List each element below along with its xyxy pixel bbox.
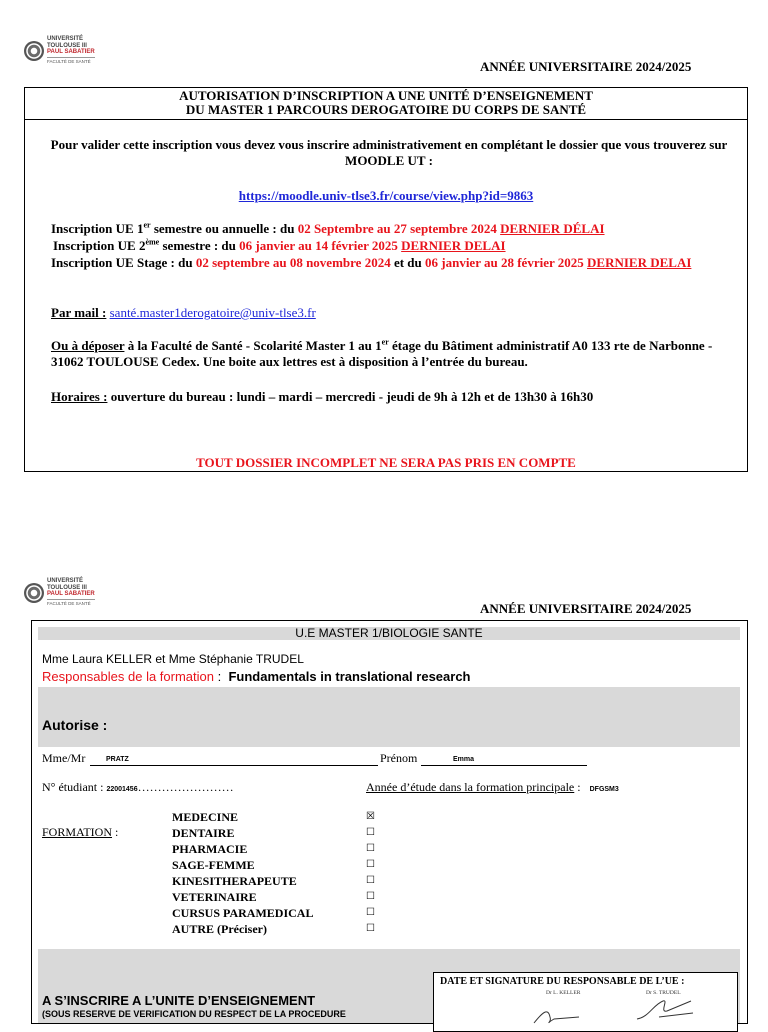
formation-item: AUTRE (Préciser) (172, 922, 267, 936)
prenom-label: Prénom (380, 751, 418, 765)
instructions-title (25, 88, 747, 120)
academic-year: ANNÉE UNIVERSITAIRE 2024/2025 (480, 601, 692, 616)
ue1-line: Inscription UE 1er semestre ou annuelle : du 02 Septembre au 27 septembre 2024 DERNIER DÉLAI (51, 220, 605, 236)
logo-line: PAUL SABATIER (47, 591, 95, 597)
signature-keller-icon (524, 999, 584, 1025)
instructions-box (24, 87, 748, 472)
title-line: DU MASTER 1 PARCOURS DEROGATOIRE DU CORPS DE SANTÉ (185, 102, 587, 117)
formation-label: FORMATION : (42, 825, 119, 839)
etudiant-label: N° étudiant : (42, 780, 104, 794)
signer-name: Dr L. KELLER (546, 990, 581, 996)
mail-link[interactable]: santé.master1derogatoire@univ-tlse3.fr (109, 305, 316, 320)
formation-checkbox[interactable]: ☐ (366, 891, 375, 902)
university-logo (24, 36, 95, 65)
logo-emblem-icon (24, 41, 44, 61)
signer-name: Dr S. TRUDEL (646, 990, 681, 996)
formation-checkbox[interactable]: ☐ (366, 827, 375, 838)
formation-item: CURSUS PARAMEDICAL (172, 906, 314, 920)
logo-emblem-icon (24, 583, 44, 603)
prenom-value: Emma (453, 756, 475, 763)
responsables-line: Responsables de la formation : Fundamentals in translational research (42, 669, 471, 684)
signature-trudel-icon (629, 995, 699, 1025)
incomplete-warning: TOUT DOSSIER INCOMPLET NE SERA PAS PRIS EN COMPTE (196, 455, 576, 470)
formation-checkbox[interactable]: ☐ (366, 923, 375, 934)
nom-field[interactable] (90, 754, 378, 766)
formation-checkbox[interactable]: ☐ (366, 859, 375, 870)
nom-label: Mme/Mr (42, 751, 86, 765)
logo-line: FACULTÉ DE SANTÉ (47, 57, 95, 66)
formation-checkbox[interactable]: ☐ (366, 843, 375, 854)
autorise-label: Autorise : (42, 717, 108, 733)
stage-line: Inscription UE Stage : du 02 septembre au 08 novembre 2024 et du 06 janvier au 28 février 2025 DERNIER DELAI (51, 255, 692, 270)
sous-reserve-note: (SOUS RESERVE DE VERIFICATION DU RESPECT DE LA PROCEDURE (42, 1009, 346, 1019)
logo-line: TOULOUSE III (47, 584, 87, 591)
authorization-form (31, 620, 748, 1024)
formation-checkboxes (366, 809, 375, 937)
moodle-link[interactable]: https://moodle.univ-tlse3.fr/course/view.php?id=9863 (238, 188, 534, 203)
etudiant-row: N° étudiant : 22001456…………………… (42, 780, 234, 794)
university-logo (24, 578, 95, 607)
prenom-field[interactable] (421, 754, 587, 766)
title-line: AUTORISATION D’INSCRIPTION A UNE UNITÉ D’ENSEIGNEMENT (179, 88, 593, 103)
formation-checkbox[interactable]: ☐ (366, 907, 375, 918)
signature-title: DATE ET SIGNATURE DU RESPONSABLE DE L’UE : (440, 976, 685, 987)
logo-line: UNIVERSITÉ (47, 36, 84, 42)
formation-checkbox[interactable]: ☒ (366, 811, 375, 822)
logo-line: FACULTÉ DE SANTÉ (47, 599, 95, 608)
formation-checkbox[interactable]: ☐ (366, 875, 375, 886)
annee-row: Année d’étude dans la formation principale : DFGSM3 (366, 780, 619, 794)
formation-item: VETERINAIRE (172, 890, 257, 904)
mail-line: Par mail : santé.master1derogatoire@univ-tlse3.fr (51, 305, 316, 320)
academic-year: ANNÉE UNIVERSITAIRE 2024/2025 (480, 59, 692, 74)
logo-line: UNIVERSITÉ (47, 578, 84, 584)
ue2-line: Inscription UE 2ème semestre : du 06 janvier au 14 février 2025 DERNIER DELAI (53, 237, 506, 253)
nom-value: PRATZ (106, 756, 129, 763)
signature-box (433, 972, 738, 1032)
logo-line: TOULOUSE III (47, 42, 87, 49)
formation-item: SAGE-FEMME (172, 858, 255, 872)
annee-value[interactable]: DFGSM3 (589, 786, 619, 793)
formation-item: KINESITHERAPEUTE (172, 874, 297, 888)
formation-list (172, 809, 313, 937)
formation-item: DENTAIRE (172, 826, 235, 840)
ue-header: U.E MASTER 1/BIOLOGIE SANTE (38, 627, 740, 640)
formation-item: MEDECINE (172, 810, 239, 824)
logo-line: PAUL SABATIER (47, 49, 95, 55)
autorise-band (38, 687, 740, 747)
inscrire-label: A S’INSCRIRE A L’UNITE D’ENSEIGNEMENT (42, 993, 316, 1008)
horaires-line: Horaires : ouverture du bureau : lundi – mardi – mercredi - jeudi de 9h à 12h et de 13h30 à 16h30 (51, 389, 594, 404)
annee-label: Année d’étude dans la formation principale (366, 780, 575, 794)
etudiant-value[interactable]: 22001456 (106, 786, 138, 793)
responsables-names: Mme Laura KELLER et Mme Stéphanie TRUDEL (42, 652, 304, 666)
formation-item: PHARMACIE (172, 842, 248, 856)
intro-text: Pour valider cette inscription vous devez vous inscrire administrativement en complétant le dossier que vous trouverez sur MOODLE UT : (50, 137, 728, 168)
depot-line: Ou à déposer à la Faculté de Santé - Scolarité Master 1 au 1er étage du Bâtiment administratif A0 133 rte de Narbonne - 31062 TOULOUSE Cedex. Une boite aux lettres est à disposition à l’entrée du bureau. (51, 337, 713, 369)
